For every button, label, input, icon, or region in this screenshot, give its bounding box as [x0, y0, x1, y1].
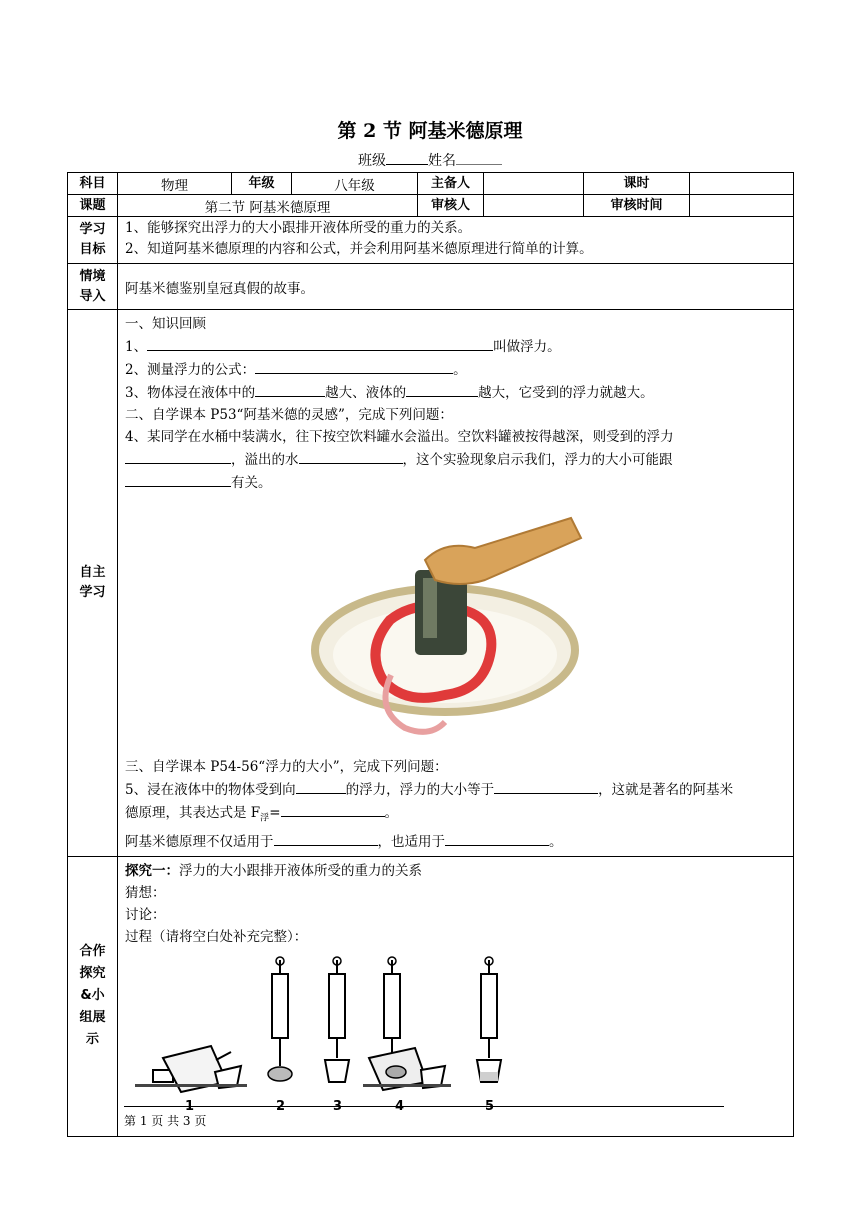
- q6-blank-2[interactable]: [445, 830, 549, 846]
- header-row: [68, 173, 794, 195]
- q2-prefix: 2、测量浮力的公式：: [125, 362, 256, 378]
- q4-text-c: ，这个实验现象启示我们，浮力的大小可能跟: [402, 452, 673, 468]
- class-label: 班级: [358, 153, 386, 169]
- process-label: 过程（请将空白处补充完整）：: [125, 928, 308, 945]
- intro-label: [68, 264, 118, 310]
- step-2-scale-with-object: [268, 957, 292, 1081]
- q3-blank-1[interactable]: [255, 381, 325, 397]
- preparer-label: 主备人: [418, 173, 484, 195]
- objectives-row: [68, 217, 794, 264]
- step-1-overflow-cup: [135, 1046, 247, 1092]
- class-name-line: [0, 150, 860, 170]
- lesson-table: [67, 172, 794, 1137]
- subject-value: 物理: [118, 173, 232, 195]
- can-label: [423, 578, 437, 638]
- step-label: 2: [276, 1098, 286, 1114]
- q6-text-a: 阿基米德原理不仅适用于: [125, 833, 274, 850]
- question-5: [125, 778, 786, 801]
- step-label: 4: [395, 1098, 405, 1114]
- coop-label-5: 示: [85, 1032, 99, 1048]
- name-label: 姓名: [428, 153, 456, 169]
- period-value[interactable]: [690, 173, 794, 195]
- grade-label: 年级: [232, 173, 292, 195]
- step-4-object-in-overflow-cup: [363, 957, 451, 1090]
- topic-row: [68, 195, 794, 217]
- objective-item: 1、能够探究出浮力的大小跟排开液体所受的重力的关系。: [125, 220, 472, 236]
- objectives-label-1: 学习: [79, 222, 106, 237]
- intro-label-1: 情境: [79, 268, 106, 284]
- q1-blank[interactable]: [147, 335, 493, 351]
- self-study-label-2: 学习: [79, 584, 106, 600]
- q4-text-d: 有关。: [231, 475, 272, 491]
- step-label: 5: [485, 1098, 495, 1114]
- grade-value: 八年级: [292, 173, 418, 195]
- name-blank[interactable]: [456, 150, 502, 165]
- hand: [425, 518, 581, 584]
- guess-label: 猜想：: [125, 884, 166, 901]
- intro-label-2: 导入: [79, 288, 106, 304]
- coop-label-3: &小: [80, 988, 105, 1004]
- q2-blank[interactable]: [255, 358, 453, 374]
- self-study-label-1: 自主: [79, 564, 106, 580]
- subject-label: 科目: [68, 173, 118, 195]
- q2-suffix: 。: [453, 362, 467, 378]
- q4-text-a: 4、某同学在水桶中装满水，往下按空饮料罐水会溢出。空饮料罐被按得越深，则受到的浮力: [125, 429, 674, 445]
- review-time-label: 审核时间: [584, 195, 690, 217]
- experiment-steps-diagram: [131, 954, 531, 1119]
- step-label: 1: [185, 1098, 195, 1114]
- discuss-label: 讨论：: [125, 906, 166, 923]
- question-4: [125, 426, 786, 494]
- reviewer-label: 审核人: [418, 195, 484, 217]
- q3-text-c: 越大，它受到的浮力就越大。: [478, 385, 654, 401]
- q5-blank-2[interactable]: [494, 778, 598, 794]
- section-3-heading: 三、自学课本 P54-56“浮力的大小”，完成下列问题：: [125, 759, 448, 775]
- objectives-label-2: 目标: [79, 242, 106, 257]
- topic-label: 课题: [68, 195, 118, 217]
- step-3-scale-with-cup: [325, 957, 349, 1082]
- review-time-value[interactable]: [690, 195, 794, 217]
- can-in-bucket-photo: [295, 500, 595, 750]
- class-blank[interactable]: [386, 150, 428, 165]
- question-3: [125, 381, 786, 404]
- step-5-scale-with-water-cup: [477, 957, 501, 1082]
- intro-content: 阿基米德鉴别皇冠真假的故事。: [118, 264, 794, 310]
- question-1: [125, 335, 786, 358]
- self-study-label: [68, 310, 118, 857]
- q1-suffix: 叫做浮力。: [493, 339, 561, 355]
- q5-text-b: 的浮力，浮力的大小等于: [345, 782, 495, 798]
- q6-text-b: ，也适用于: [377, 833, 445, 850]
- coop-row: [68, 856, 794, 1136]
- q4-blank-2[interactable]: [299, 448, 403, 464]
- q4-blank-1[interactable]: [125, 448, 231, 464]
- q1-prefix: 1、: [125, 339, 148, 355]
- page-footer: 第 1 页 共 3 页: [124, 1114, 207, 1128]
- q5-text-c: ，这就是著名的阿基米: [598, 782, 734, 798]
- q5-blank-3[interactable]: [281, 801, 385, 817]
- q5-text-a: 5、浸在液体中的物体受到向: [125, 782, 296, 798]
- intro-row: [68, 264, 794, 310]
- question-5-formula: [125, 801, 786, 830]
- q3-text-a: 3、物体浸在液体中的: [125, 385, 256, 401]
- reviewer-value[interactable]: [484, 195, 584, 217]
- q5-equals: =: [269, 805, 281, 821]
- section-2-heading: 二、自学课本 P53“阿基米德的灵感”，完成下列问题：: [125, 407, 453, 423]
- period-label: 课时: [584, 173, 690, 195]
- question-2: [125, 358, 786, 381]
- q6-text-c: 。: [549, 833, 563, 850]
- q5-subscript: 浮: [260, 813, 270, 824]
- section-1-heading: 一、知识回顾: [125, 316, 206, 332]
- coop-content: [118, 856, 794, 1136]
- coop-label-4: 组展: [79, 1010, 106, 1026]
- coop-label-2: 探究: [79, 966, 106, 982]
- q3-text-b: 越大、液体的: [325, 385, 407, 401]
- coop-label: [68, 856, 118, 1136]
- self-study-row: [68, 310, 794, 857]
- objectives-content: [118, 217, 794, 264]
- objectives-label: [68, 217, 118, 264]
- objective-item: 2、知道阿基米德原理的内容和公式，并会利用阿基米德原理进行简单的计算。: [125, 241, 593, 257]
- inquiry-heading-bold: 探究一：: [125, 862, 179, 879]
- inquiry-heading: [125, 860, 786, 882]
- q4-text-b: ，溢出的水: [231, 452, 299, 468]
- coop-label-1: 合作: [79, 944, 106, 960]
- q3-blank-2[interactable]: [406, 381, 478, 397]
- step-label: 3: [333, 1098, 343, 1114]
- preparer-value[interactable]: [484, 173, 584, 195]
- question-6: [125, 830, 786, 853]
- page-title: 第 2 节 阿基米德原理: [337, 120, 523, 142]
- inquiry-heading-text: 浮力的大小跟排开液体所受的重力的关系: [179, 862, 422, 879]
- q4-blank-3[interactable]: [125, 471, 231, 487]
- q5-blank-1[interactable]: [296, 778, 346, 794]
- self-study-content: [118, 310, 794, 857]
- q6-blank-1[interactable]: [274, 830, 378, 846]
- q5-text-f: 。: [384, 805, 398, 821]
- footer-rule: [124, 1106, 724, 1107]
- q5-text-d: 德原理，其表达式是 F: [125, 805, 261, 821]
- topic-value: 第二节 阿基米德原理: [118, 195, 418, 217]
